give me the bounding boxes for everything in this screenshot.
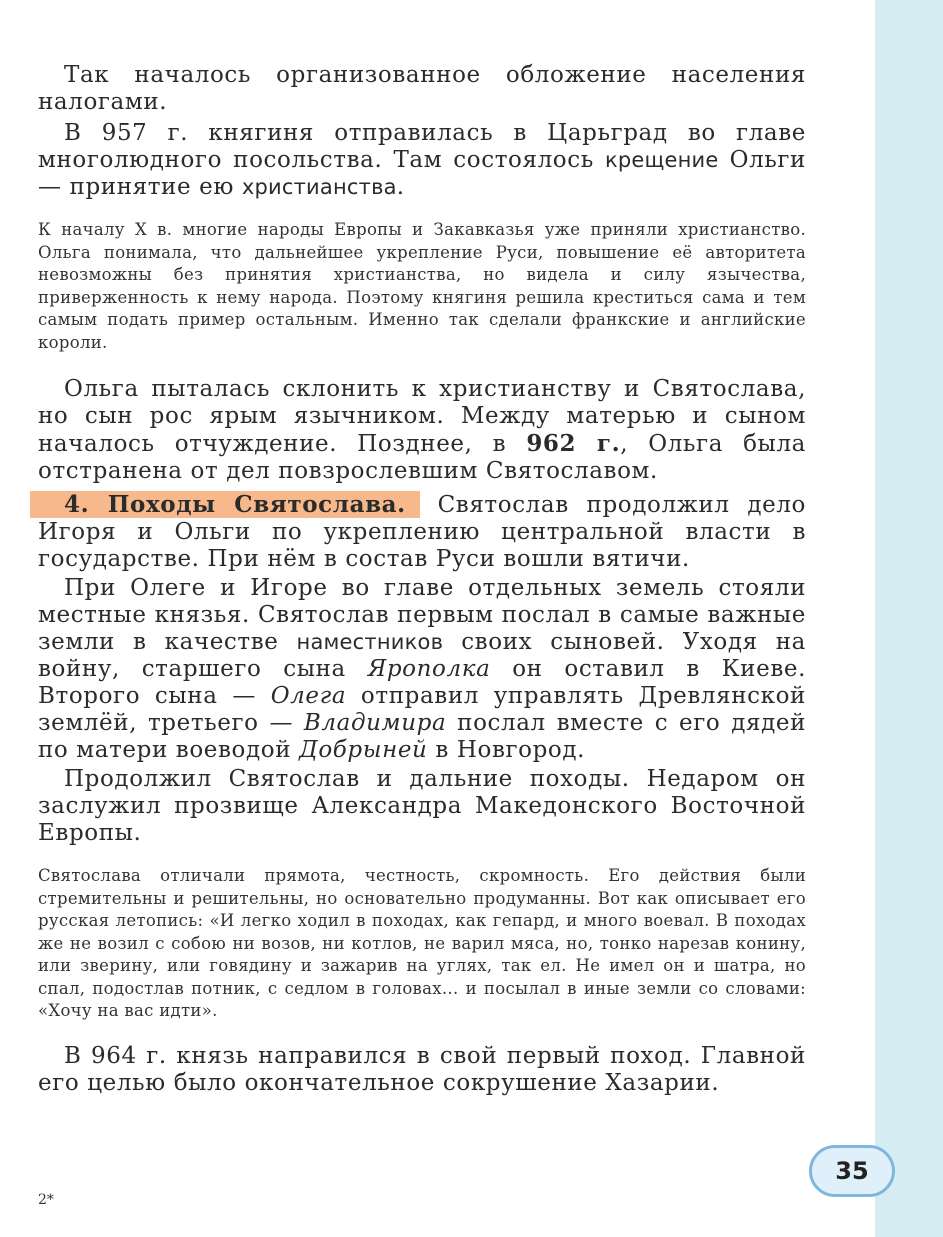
paragraph-olga-svyatoslav: Ольга пыталась склонить к христианству и Святослава, но сын рос ярым язычником. Между матерью и сыном началось отчуждение. Позднее, в 962 г., Ольга была отстранена от дел повзрослевшим Святославом. <box>38 376 806 484</box>
name-vladimir: Владимира <box>303 710 447 736</box>
name-yaropolk: Ярополка <box>367 656 491 682</box>
paragraph-governors: При Олеге и Игоре во главе отдельных земель стояли местные князья. Святослав первым послал в самые важные земли в качестве наместников своих сыновей. Уходя на войну, старшего сына Ярополка он оставил в Киеве. Второго сына — Олега отправил управлять Древлянской землёй, третьего — Владимира послал вместе с его дядей по матери воеводой Добрыней в Новгород. <box>38 575 806 763</box>
year-962: 962 г. <box>526 430 621 457</box>
term-christianity: христианства <box>241 175 397 199</box>
textbook-page <box>38 62 806 1097</box>
note-svyatoslav-character: Святослава отличали прямота, честность, скромность. Его действия были стремительны и решительны, но основательно продуманны. Вот как описывает его русская летопись: «И легко ходил в походах, как гепард, и много воевал. В походах же не возил с собою ни возов, ни котлов, не варил мяса, но, тонко нарезав конину, или зверину, или говядину и зажарив на углях, так ел. Не имел он и шатра, но спал, подостлав потник, с седлом в головах... и посылал в иные земли со словами: «Хочу на вас идти». <box>38 866 806 1020</box>
paragraph-first-campaign: В 964 г. князь направился в свой первый поход. Главной его целью было окончательное сокрушение Хазарии. <box>38 1042 806 1096</box>
paragraph-campaigns-intro: 4. Походы Святослава. Святослав продолжил дело Игоря и Ольги по укреплению центральной власти в государстве. При нём в состав Руси вошли вятичи. <box>38 491 806 573</box>
term-baptism: крещение <box>604 148 719 172</box>
name-dobrynya: Добрыней <box>299 737 428 763</box>
page-number-badge: 35 <box>809 1145 895 1197</box>
page-edge-band <box>875 0 943 1237</box>
sheet-mark: 2* <box>38 1192 54 1208</box>
paragraph-far-campaigns: Продолжил Святослав и дальние походы. Недаром он заслужил прозвище Александра Македонского Восточной Европы. <box>38 766 806 846</box>
note-christianity: К началу X в. многие народы Европы и Закавказья уже приняли христианство. Ольга понимала, что дальнейшее укрепление Руси, повышение её авторитета невозможны без принятия христианства, но видела и силу язычества, приверженность к нему народа. Поэтому княгиня решила креститься сама и тем самым подать пример остальным. Именно так сделали франкские и английские короли. <box>38 220 806 352</box>
section-heading: 4. Походы Святослава. <box>30 491 420 518</box>
paragraph-taxes: Так началось организованное обложение населения налогами. <box>38 62 806 115</box>
paragraph-olga-baptism: В 957 г. княгиня отправилась в Царьград во главе многолюдного посольства. Там состоялось крещение Ольги — принятие ею христианства. <box>38 120 806 200</box>
term-governors: наместников <box>296 630 444 654</box>
name-oleg: Олега <box>270 683 347 709</box>
